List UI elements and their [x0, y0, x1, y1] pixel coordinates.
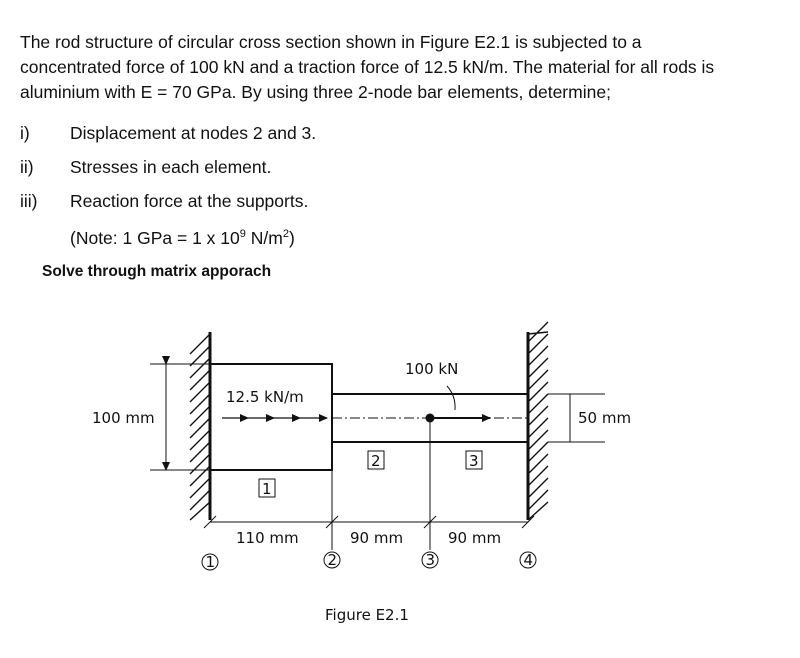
problem-line-2: concentrated force of 100 kN and a traction force of 12.5 kN/m. The material for all rods is	[20, 57, 715, 77]
note-text: (Note: 1 GPa = 1 x 10	[70, 228, 240, 248]
left-wall	[190, 332, 210, 520]
node-label-1: 1	[205, 553, 216, 571]
traction-label: 12.5 kN/m	[226, 388, 304, 406]
note-exponent: 9	[239, 228, 246, 241]
dimension-right-label: 50 mm	[578, 409, 632, 427]
node-label-4: 4	[523, 551, 534, 569]
length-label-3: 90 mm	[448, 529, 502, 547]
element-1-bar	[210, 364, 332, 470]
node-label-3: 3	[425, 551, 436, 569]
length-label-2: 90 mm	[350, 529, 404, 547]
note-text-close: )	[288, 228, 295, 248]
problem-line-3: aluminium with E = 70 GPa. By using three 2-node bar elements, determine;	[20, 82, 611, 102]
list-item-text: Reaction force at the supports.	[70, 191, 309, 211]
list-item-number: ii)	[20, 157, 34, 177]
note-text-unit: N/m	[245, 228, 283, 248]
element-label-2: 2	[371, 452, 381, 470]
element-label-3: 3	[469, 452, 479, 470]
list-item-text: Stresses in each element.	[70, 157, 272, 177]
note-exponent-2: 2	[282, 228, 289, 241]
node-label-2: 2	[327, 551, 338, 569]
right-wall	[528, 322, 548, 520]
node-markers	[202, 551, 536, 571]
length-label-1: 110 mm	[236, 529, 299, 547]
length-dimension-line	[204, 516, 534, 528]
force-leader	[447, 386, 455, 410]
element-label-1: 1	[262, 480, 272, 498]
list-item-text: Displacement at nodes 2 and 3.	[70, 123, 317, 143]
instruction-text: Solve through matrix apporach	[42, 263, 272, 280]
problem-line-1: The rod structure of circular cross section shown in Figure E2.1 is subjected to a	[20, 32, 642, 52]
figure-caption: Figure E2.1	[325, 606, 409, 624]
force-label: 100 kN	[405, 360, 459, 378]
dimension-left-label: 100 mm	[92, 409, 155, 427]
list-item-number: iii)	[20, 191, 38, 211]
list-item-number: i)	[20, 123, 30, 143]
